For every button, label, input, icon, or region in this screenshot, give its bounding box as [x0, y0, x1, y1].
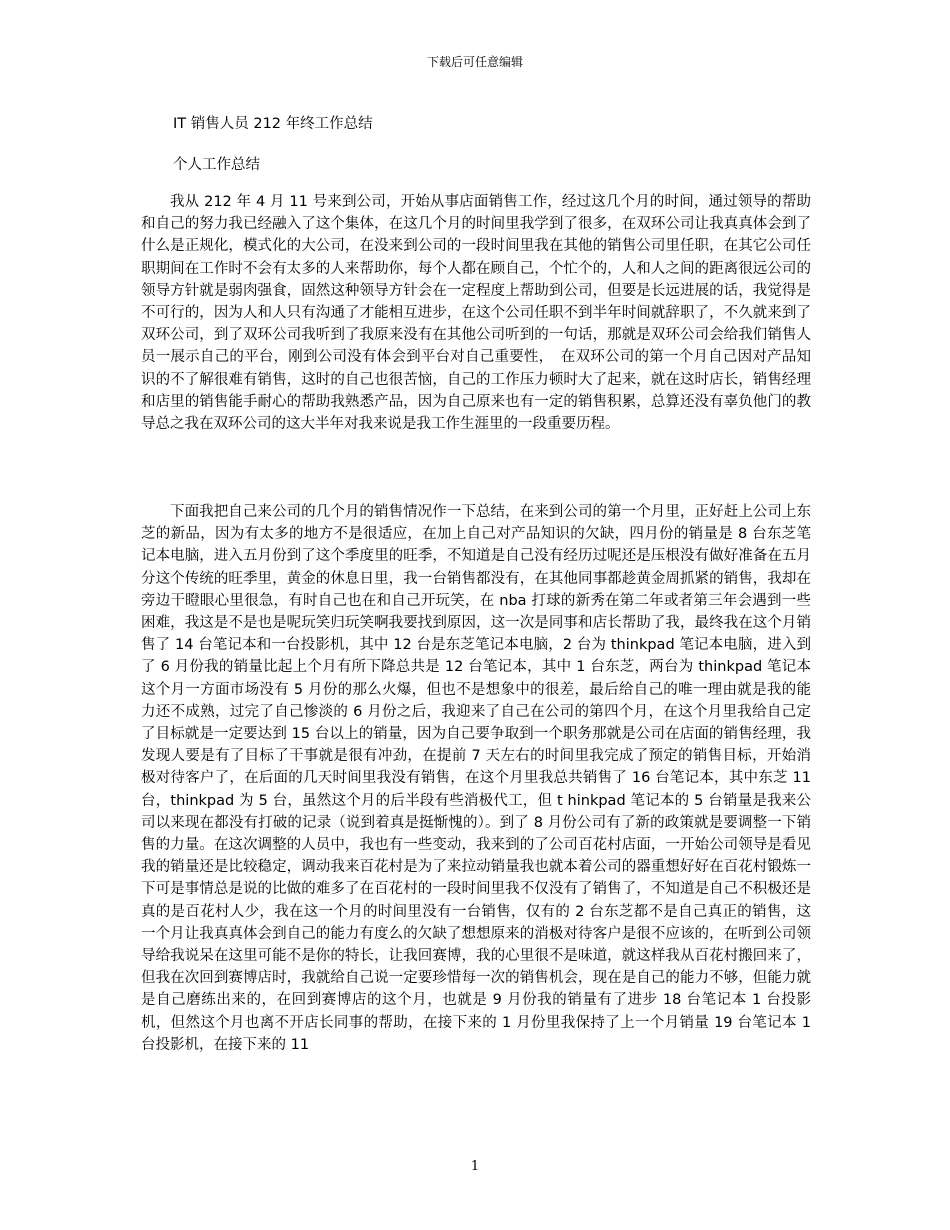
document-subtitle: 个人工作总结	[173, 157, 260, 173]
body-paragraph-1: 我从 212 年 4 月 11 号来到公司，开始从事店面销售工作，经过这几个月的时间，通过领导的帮助和自己的努力我已经融入了这个集体，在这几个月的时间里我学到了很多，在双环公司让我真真体会到了什么是正规化，模式化的大公司，在没来到公司的一段时间里我在其他的销售公司里任职，在其它公司任职期间在工作时不会有太多的人来帮助你，每个人都在顾自己，个忙个的，人和人之间的距离很远公司的领导方针就是弱肉强食，固然这种领导方针会在一定程度上帮助到公司，但要是长远进展的话，我觉得是不可行的，因为人和人只有沟通了才能相互进步，在这个公司任职不到半年时间就辞职了，不久就来到了双环公司，到了双环公司我听到了我原来没有在其他公司听到的一句话，那就是双环公司会给我们销售人员一展示自己的平台，刚到公司没有体会到平台对自己重要性， 在双环公司的第一个月自己因对产品知识的不了解很难有销售，这时的自己也很苦恼，自己的工作压力顿时大了起来，就在这时店长，销售经理和店里的销售能手耐心的帮助我熟悉产品，因为自己原来也有一定的销售积累，总算还没有辜负他门的教导总之我在双环公司的这大半年对我来说是我工作生涯里的一段重要历程。	[141, 194, 811, 433]
document-title: IT 销售人员 212 年终工作总结	[173, 116, 373, 132]
page-number: 1	[470, 1159, 480, 1174]
body-paragraph-2: 下面我把自己来公司的几个月的销售情况作一下总结，在来到公司的第一个月里，正好赶上公司上东芝的新品，因为有太多的地方不是很适应，在加上自己对产品知识的欠缺，四月份的销量是 8 台东芝笔记本电脑，进入五月份到了这个季度里的旺季，不知道是自己没有经历过呢还是压根没有做好准备在五月分这个传统的旺季里，黄金的休息日里，我一台销售都没有，在其他同事都趁黄金周抓紧的销售，我却在旁边干瞪眼心里很急，有时自己也在和自己开玩笑，在 nba 打球的新秀在第二年或者第三年会遇到一些困难，我这是不是也是呢玩笑归玩笑啊我要找到原因，这一次是同事和店长帮助了我，最终我在这个月销售了 14 台笔记本和一台投影机，其中 12 台是东芝笔记本电脑，2 台为 thinkpad 笔记本电脑，进入到了 6 月份我的销量比起上个月有所下降总共是 12 台笔记本，其中 1 台东芝，两台为 thinkpad 笔记本这个月一方面市场没有 5 月份的那么火爆，但也不是想象中的很差，最后给自己的唯一理由就是我的能力还不成熟，过完了自己惨淡的 6 月份之后，我迎来了自己在公司的第四个月，在这个月里我给自己定了目标就是一定要达到 15 台以上的销量，因为自己要争取到一个职务那就是公司在店面的销售经理，我发现人要是有了目标了干事就是很有冲劲，在提前 7 天左右的时间里我完成了预定的销售目标，开始消极对待客户了，在后面的几天时间里我没有销售，在这个月里我总共销售了 16 台笔记本，其中东芝 11 台，thinkpad 为 5 台，虽然这个月的后半段有些消极代工，但 t hinkpad 笔记本的 5 台销量是我来公司以来现在都没有打破的记录（说到着真是挺惭愧的）。到了 8 月份公司有了新的政策就是要调整一下销售的力量。在这次调整的人员中，我也有一些变动，我来到的了公司百花村店面，一开始公司领导是看见我的销量还是比较稳定，调动我来百花村是为了来拉动销量我也就本着公司的器重想好好在百花村锻炼一下可是事情总是说的比做的难多了在百花村的一段时间里我不仅没有了销售了，不知道是自己不积极还是真的是百花村人少，我在这一个月的时间里没有一台销售，仅有的 2 台东芝都不是自己真正的销售，这一个月让我真真体会到自己的能力有度么的欠缺了想想原来的消极对待客户是很不应该的，在听到公司领导给我说呆在这里可能不是你的特长，让我回赛博，我的心里很不是味道，就这样我从百花村搬回来了，但我在次回到赛博店时，我就给自己说一定要珍惜每一次的销售机会，现在是自己的能力不够，但能力就是自己磨练出来的，在回到赛博店的这个月，也就是 9 月份我的销量有了进步 18 台笔记本 1 台投影机，但然这个月也离不开店长同事的帮助，在接下来的 1 月份里我保持了上一个月销量 19 台笔记本 1 台投影机，在接下来的 11	[141, 504, 811, 1053]
page-header-note: 下载后可任意编辑	[426, 55, 523, 69]
